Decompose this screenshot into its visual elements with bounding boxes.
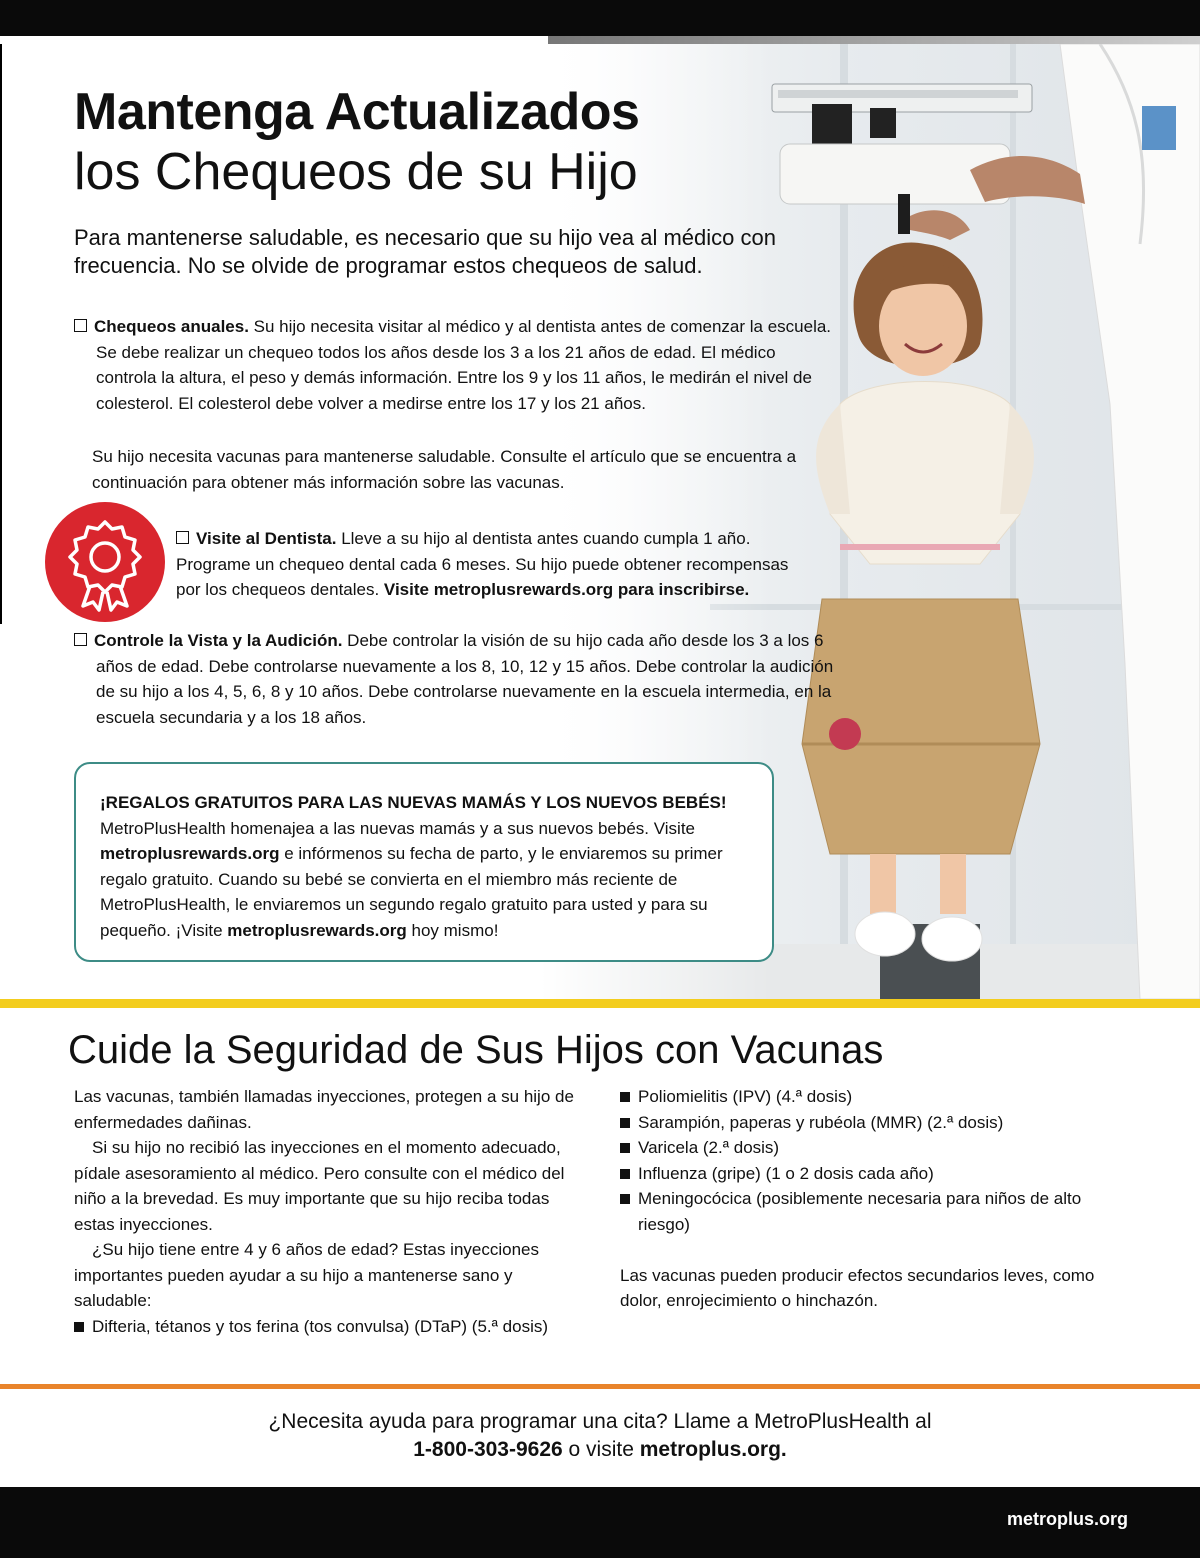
checklist-vision-hearing: [74, 628, 834, 730]
side-effects-note: Las vacunas pueden producir efectos secundarios leves, como dolor, enrojecimiento o hinchazón.: [620, 1265, 1095, 1310]
dentist-title: Visite al Dentista.: [196, 529, 337, 548]
footer-bar: [0, 1487, 1200, 1558]
vaccines-list-left: [74, 1314, 584, 1340]
gifts-callout-box: [74, 762, 774, 962]
dentist-text: Lleve a su hijo al dentista antes cuando cumpla 1 año. Programe un chequeo dental cada 6 meses. Su hijo puede obtener recompensas por los chequeos dentales.: [176, 529, 789, 599]
vaccine-item: Difteria, tétanos y tos ferina (tos convulsa) (DTaP) (5.ª dosis): [74, 1314, 584, 1340]
call-to-action: [0, 1408, 1200, 1464]
cta-line-2: [0, 1436, 1200, 1464]
top-bar: [0, 0, 1200, 36]
gifts-text-part: e infórmenos su fecha de parto, y le enviaremos su primer regalo gratuito. Cuando su bebé se convierta en el miembro más reciente de MetroPlusHealth, le enviaremos un segundo regalo gratuito para usted y para su pequeño. ¡Visite: [100, 844, 723, 940]
checkbox-icon[interactable]: [74, 633, 87, 646]
left-edge-rule: [0, 44, 2, 624]
vaccines-para-3: ¿Su hijo tiene entre 4 y 6 años de edad? Estas inyecciones importantes pueden ayudar a su hijo a mantenerse sano y saludable:: [74, 1240, 540, 1310]
section-divider-yellow: [0, 999, 1200, 1008]
gifts-text-part: MetroPlusHealth homenajea a las nuevas mamás y a sus nuevos bebés. Visite: [100, 818, 696, 838]
section-divider-orange: [0, 1384, 1200, 1389]
cta-middle: o visite: [562, 1438, 640, 1461]
headline-subtitle: los Chequeos de su Hijo: [74, 143, 638, 201]
vaccines-heading: Cuide la Seguridad de Sus Hijos con Vacunas: [68, 1028, 884, 1072]
annual-title: Chequeos anuales.: [94, 317, 249, 336]
cta-site-link[interactable]: metroplus.org.: [639, 1438, 787, 1461]
gifts-title: ¡REGALOS GRATUITOS PARA LAS NUEVAS MAMÁS Y LOS NUEVOS BEBÉS!: [100, 793, 727, 812]
checkbox-icon[interactable]: [176, 531, 189, 544]
vaccines-note: Su hijo necesita vacunas para mantenerse saludable. Consulte el artículo que se encuentra a continuación para obtener más información sobre las vacunas.: [92, 447, 797, 492]
checklist-dentist: [176, 526, 816, 603]
gifts-text-part: hoy mismo!: [406, 920, 499, 940]
headline-title: Mantenga Actualizados: [74, 83, 640, 141]
gifts-rewards-link[interactable]: metroplusrewards.org: [227, 920, 407, 940]
footer-url-link[interactable]: metroplus.org: [1006, 1509, 1128, 1529]
checklist-annual-checkups: [74, 314, 834, 416]
cta-phone-link[interactable]: 1-800-303-9626: [413, 1438, 563, 1461]
top-bar-fade: [548, 36, 1200, 44]
cta-line-1: ¿Necesita ayuda para programar una cita? Llame a MetroPlusHealth al: [268, 1410, 932, 1433]
vaccine-item: Meningocócica (posiblemente necesaria para niños de alto riesgo): [620, 1186, 1120, 1237]
vaccine-item: Varicela (2.ª dosis): [620, 1135, 1120, 1161]
vaccine-item: Poliomielitis (IPV) (4.ª dosis): [620, 1084, 1120, 1110]
vaccine-item: Influenza (gripe) (1 o 2 dosis cada año): [620, 1161, 1120, 1187]
vaccines-left-column: [74, 1084, 584, 1339]
vaccines-list-right: [620, 1084, 1120, 1237]
vaccines-right-column: [620, 1084, 1120, 1314]
vision-title: Controle la Vista y la Audición.: [94, 631, 343, 650]
checkbox-icon[interactable]: [74, 319, 87, 332]
intro-paragraph: Para mantenerse saludable, es necesario que su hijo vea al médico con frecuencia. No se olvide de programar estos chequeos de salud.: [74, 225, 776, 278]
dentist-rewards-link[interactable]: Visite metroplusrewards.org para inscribirse.: [383, 580, 750, 599]
vaccines-para-1: Las vacunas, también llamadas inyecciones, protegen a su hijo de enfermedades dañinas.: [74, 1087, 574, 1132]
gifts-rewards-link[interactable]: metroplusrewards.org: [100, 844, 280, 863]
vaccine-item: Sarampión, paperas y rubéola (MMR) (2.ª dosis): [620, 1110, 1120, 1136]
vaccines-para-2: Si su hijo no recibió las inyecciones en el momento adecuado, pídale asesoramiento al médico. Pero consulte con el médico del niño a la brevedad. Es muy importante que su hijo reciba todas estas inyecciones.: [74, 1138, 565, 1234]
award-ribbon-icon: [45, 502, 165, 622]
annual-text: Su hijo necesita visitar al médico y al dentista antes de comenzar la escuela. Se debe realizar un chequeo todos los años desde los 3 a los 21 años de edad. El médico controla la altura, el peso y demás información. Entre los 9 y los 11 años, le medirán el nivel de colesterol. El colesterol debe volver a medirse entre los 17 y los 21 años.: [96, 317, 832, 413]
gifts-text: [100, 816, 750, 944]
vision-text: Debe controlar la visión de su hijo cada año desde los 3 a los 6 años de edad. Debe controlarse nuevamente a los 8, 10, 12 y 15 años. Debe controlar la audición de su hijo a los 4, 5, 6, 8 y 10 años. Debe controlarse nuevamente en la escuela intermedia, en la escuela secundaria y a los 18 años.: [96, 631, 834, 727]
